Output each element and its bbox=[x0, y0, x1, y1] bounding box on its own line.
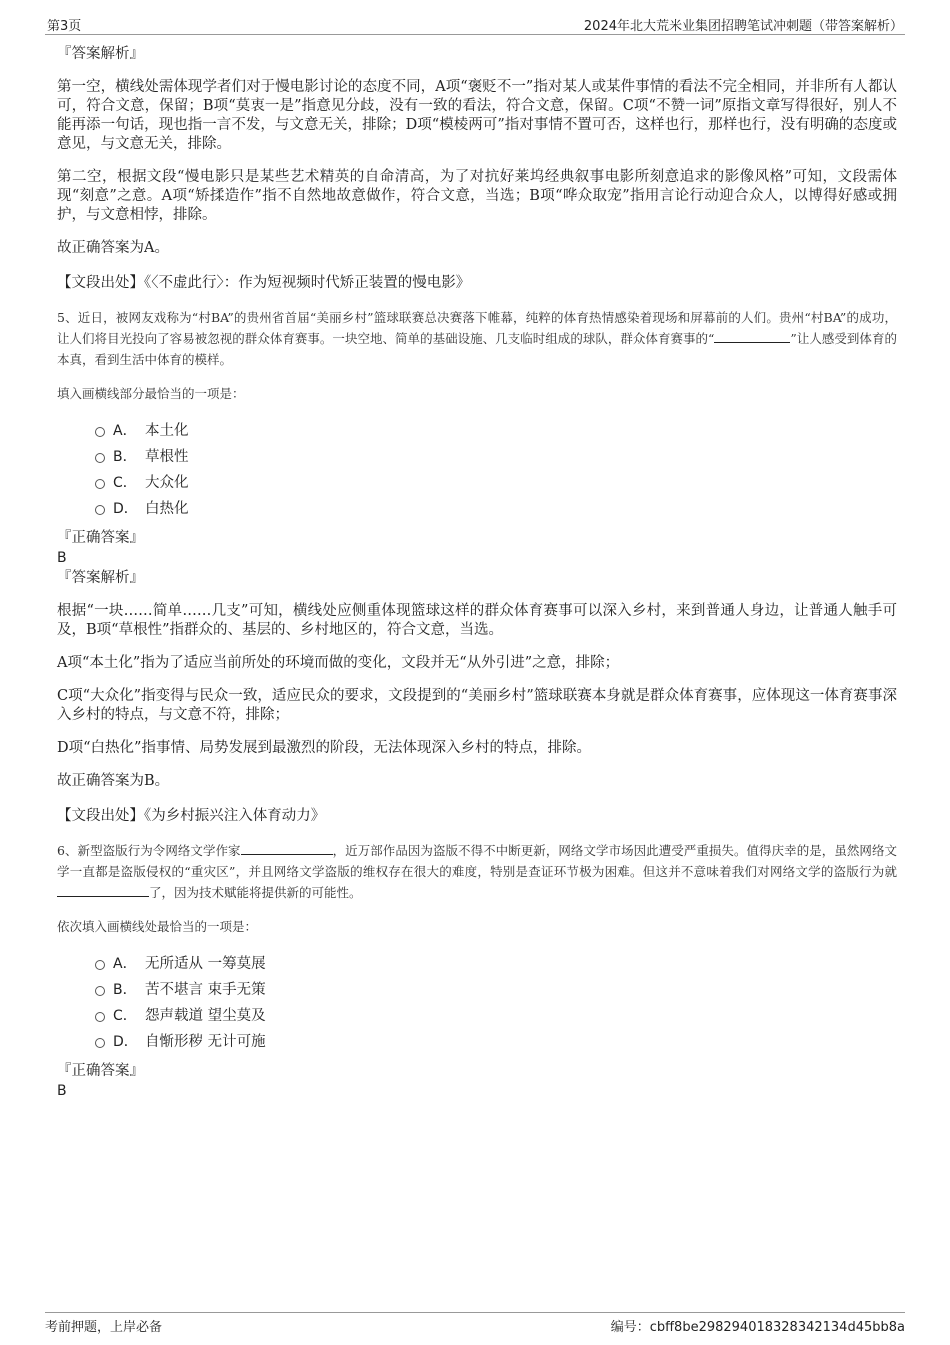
q5-blank bbox=[714, 328, 790, 343]
radio-icon[interactable] bbox=[95, 1038, 105, 1048]
q5-analysis-p4: D项“白热化”指事情、局势发展到最激烈的阶段，无法体现深入乡村的特点，排除。 bbox=[57, 740, 591, 756]
radio-icon[interactable] bbox=[95, 479, 105, 489]
radio-icon[interactable] bbox=[95, 427, 105, 437]
radio-icon[interactable] bbox=[95, 986, 105, 996]
q5-option-c[interactable]: C． 大众化 bbox=[95, 470, 897, 496]
q4-analysis-p2: 第二空，根据文段“慢电影只是某些艺术精英的自命清高，为了对抗好莱坞经典叙事电影所刻意追求的影像风格”可知，文段需体现“刻意”之意。A项“矫揉造作”指不自然地故意做作，符合文意，当选；B项“哗众取宠”指用言论行动迎合众人，以博得好感或拥护，与文意相悖，排除。 bbox=[57, 169, 897, 223]
q5-prompt: 填入画横线部分最恰当的一项是： bbox=[57, 386, 245, 401]
q5-analysis-p3: C项“大众化”指变得与民众一致，适应民众的要求，文段提到的“美丽乡村”篮球联赛本身就是群众体育赛事，应体现这一体育赛事深入乡村的特点，与文意不符，排除； bbox=[57, 688, 897, 723]
q5-option-a[interactable]: A． 本土化 bbox=[95, 418, 897, 444]
q6-stem-2: ，近万部作品因为盗版不得不中断更新，网络文学市场因此遭受严重损失。值得庆幸的是，虽然网络文学一直都是盗版侵权的“重灾区”，并且网络文学盗版的维权存在很大的难度，特别是查证环节极为困难。但这并不意味着我们对网络文学的盗版行为就 bbox=[57, 843, 897, 879]
q6-options bbox=[57, 951, 897, 1055]
footer-slogan: 考前押题，上岸必备 bbox=[45, 1320, 163, 1335]
page-number: 第3页 bbox=[47, 19, 82, 34]
q6-stem bbox=[57, 840, 897, 903]
q5-source: 【文段出处】《为乡村振兴注入体育动力》 bbox=[57, 808, 326, 824]
q5-option-b[interactable]: B． 草根性 bbox=[95, 444, 897, 470]
q6-correct-answer: B bbox=[57, 1083, 67, 1099]
radio-icon[interactable] bbox=[95, 505, 105, 515]
q6-stem-1: 6、新型盗版行为令网络文学作家 bbox=[57, 843, 241, 858]
q6-blank-2 bbox=[57, 882, 149, 897]
radio-icon[interactable] bbox=[95, 960, 105, 970]
page-footer bbox=[45, 1312, 905, 1335]
q6-option-a[interactable]: A． 无所适从 一筹莫展 bbox=[95, 951, 897, 977]
q4-conclusion: 故正确答案为A。 bbox=[57, 240, 169, 256]
q6-prompt: 依次填入画横线处最恰当的一项是： bbox=[57, 919, 258, 934]
document-title: 2024年北大荒米业集团招聘笔试冲刺题（带答案解析） bbox=[583, 19, 903, 34]
q4-source: 【文段出处】《〈不虚此行〉：作为短视频时代矫正装置的慢电影》 bbox=[57, 275, 471, 291]
page-header bbox=[45, 14, 905, 35]
radio-icon[interactable] bbox=[95, 1012, 105, 1022]
q5-options bbox=[57, 418, 897, 522]
q5-analysis-p2: A项“本土化”指为了适应当前所处的环境而做的变化，文段并无“从外引进”之意，排除； bbox=[57, 655, 620, 671]
q5-stem bbox=[57, 307, 897, 370]
q5-option-d[interactable]: D． 白热化 bbox=[95, 496, 897, 522]
q5-conclusion: 故正确答案为B。 bbox=[57, 773, 170, 789]
q5-stem-before: 5、近日，被网友戏称为“村BA”的贵州省首届“美丽乡村”篮球联赛总决赛落下帷幕，纯粹的体育热情感染着现场和屏幕前的人们。贵州“村BA”的成功，让人们将目光投向了容易被忽视的群众体育赛事。一块空地、简单的基础设施、几支临时组成的球队，群众体育赛事的“ bbox=[57, 310, 897, 346]
q6-option-d[interactable]: D． 自惭形秽 无计可施 bbox=[95, 1029, 897, 1055]
q5-analysis-p1: 根据“一块……简单……几支”可知，横线处应侧重体现篮球这样的群众体育赛事可以深入乡村，来到普通人身边，让普通人触手可及，B项“草根性”指群众的、基层的、乡村地区的，符合文意，当选。 bbox=[57, 603, 897, 638]
document-code: 编号：cbff8be298294018328342134d45bb8a bbox=[610, 1320, 905, 1335]
q5-correct-label: 『正确答案』 bbox=[57, 530, 144, 546]
radio-icon[interactable] bbox=[95, 453, 105, 463]
q6-option-b[interactable]: B． 苦不堪言 束手无策 bbox=[95, 977, 897, 1003]
q5-stem-after: ”让人感受到体育的本真，看到生活中体育的模样。 bbox=[57, 331, 897, 367]
q6-blank-1 bbox=[241, 840, 333, 855]
page-content bbox=[57, 44, 897, 1101]
q5-analysis-label: 『答案解析』 bbox=[57, 570, 144, 586]
q6-option-c[interactable]: C． 怨声载道 望尘莫及 bbox=[95, 1003, 897, 1029]
q4-analysis-p1: 第一空，横线处需体现学者们对于慢电影讨论的态度不同，A项“褒贬不一”指对某人或某件事情的看法不完全相同，并非所有人都认可，符合文意，保留；B项“莫衷一是”指意见分歧，没有一致的看法，符合文意，保留。C项“不赞一词”原指文章写得很好，别人不能再添一句话，现也指一言不发，与文意无关，排除；D项“模棱两可”指对事情不置可否，这样也行，那样也行，没有明确的态度或意见，与文意无关，排除。 bbox=[57, 79, 897, 152]
q6-correct-label: 『正确答案』 bbox=[57, 1063, 144, 1079]
q6-stem-3: 了，因为技术赋能将提供新的可能性。 bbox=[149, 885, 362, 900]
q4-analysis-label: 『答案解析』 bbox=[57, 46, 144, 62]
q5-correct-answer: B bbox=[57, 550, 67, 566]
